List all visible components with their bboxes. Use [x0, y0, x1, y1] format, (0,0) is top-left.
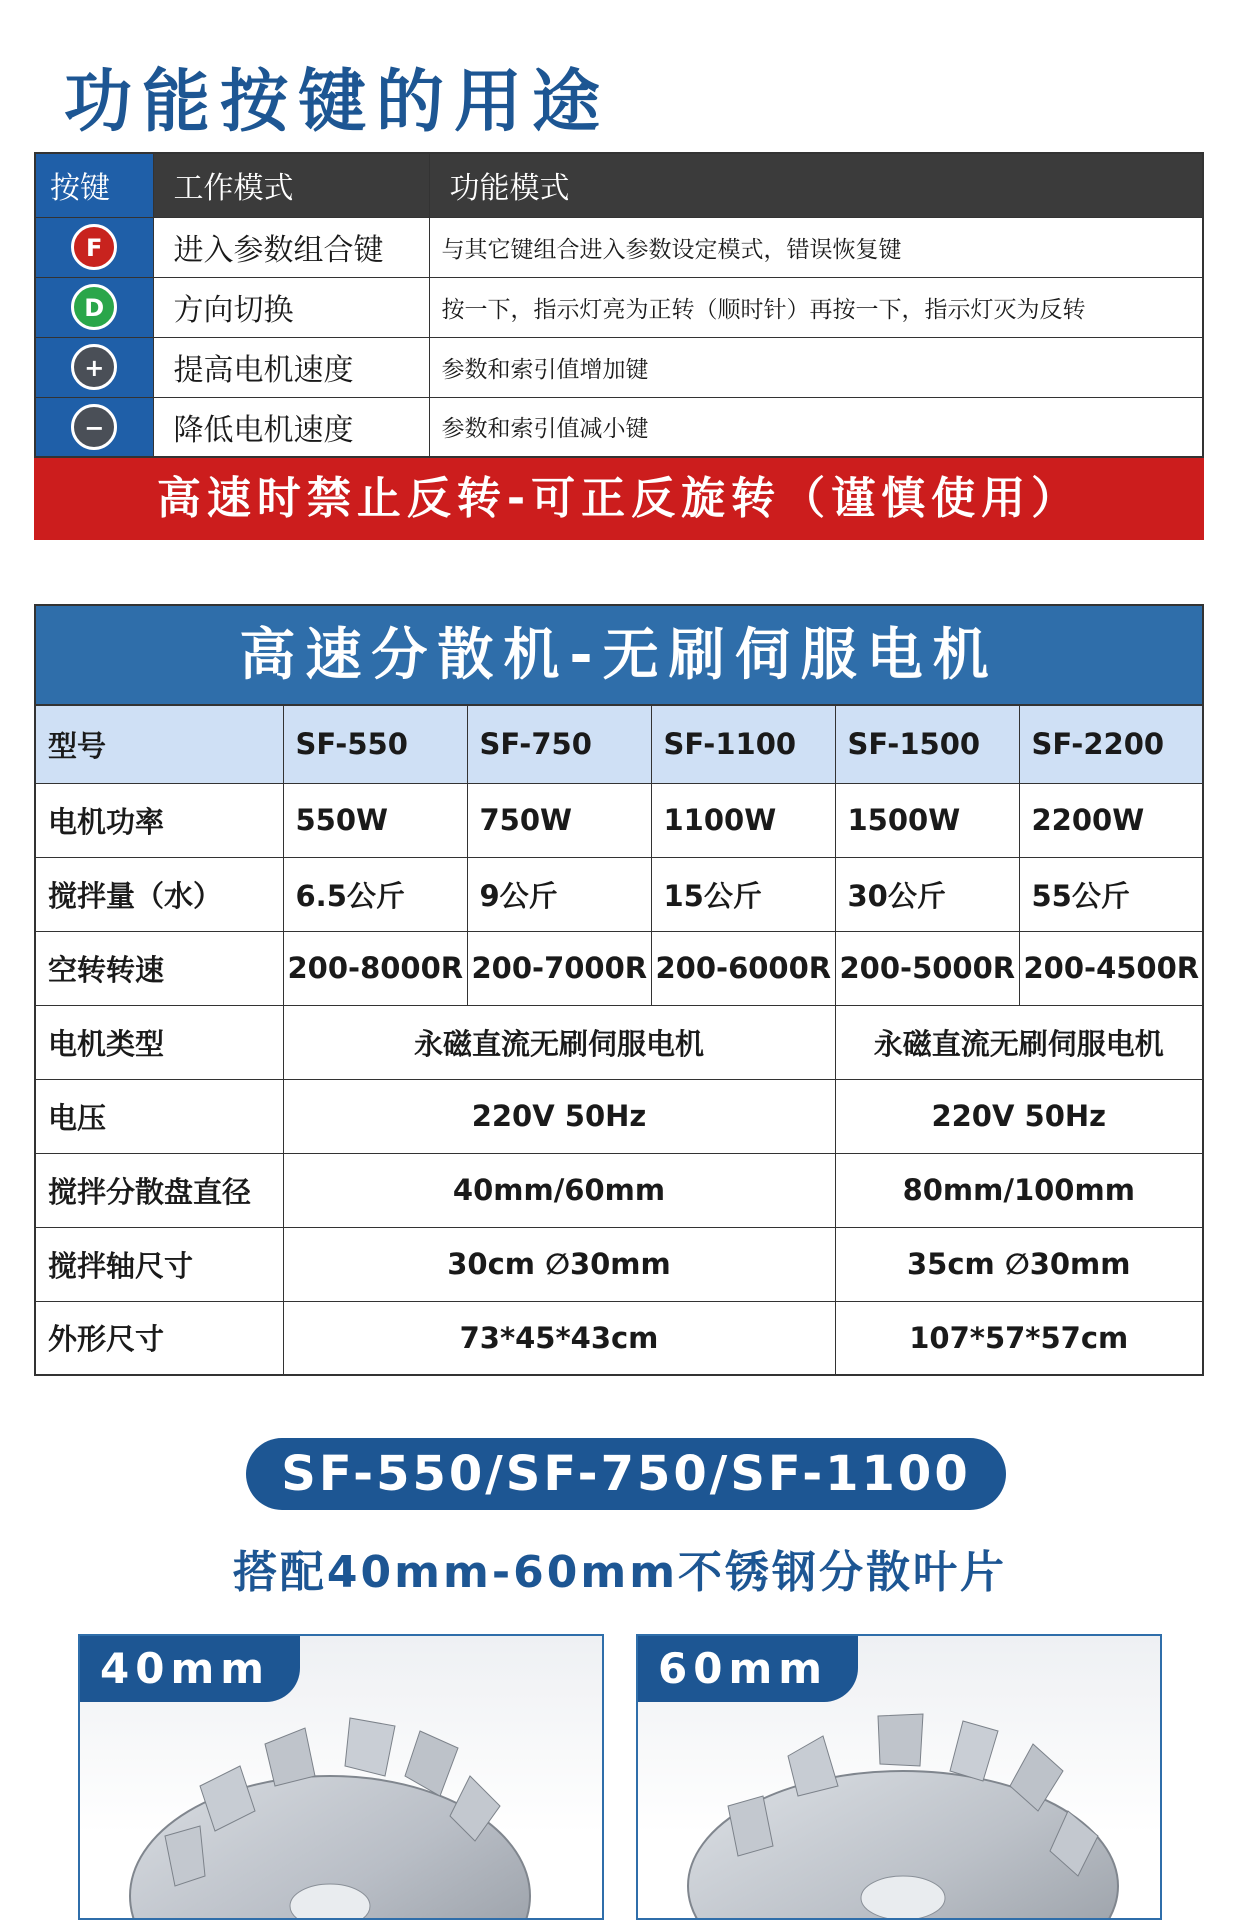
- spec-table-container: [34, 604, 1204, 1376]
- spec-row: [35, 931, 1203, 1005]
- header-function-mode: 功能模式: [429, 153, 1203, 217]
- key-mode-text: 降低电机速度: [153, 397, 429, 457]
- spec-cell: 200-6000R: [651, 931, 835, 1005]
- row-label: 空转转速: [35, 931, 283, 1005]
- spec-cell: 15公斤: [651, 857, 835, 931]
- key-function-table: [34, 152, 1204, 458]
- spec-cell: 2200W: [1019, 783, 1203, 857]
- spec-cell: 550W: [283, 783, 467, 857]
- key-function-text: 与其它键组合进入参数设定模式，错误恢复键: [429, 217, 1203, 277]
- spec-row: [35, 857, 1203, 931]
- spec-cell-merged: 永磁直流无刷伺服电机: [283, 1005, 835, 1079]
- header-key: 按键: [35, 153, 153, 217]
- row-label: 型号: [35, 705, 283, 783]
- spec-cell-merged: 73*45*43cm: [283, 1301, 835, 1375]
- key-row-d: [35, 277, 1203, 337]
- size-tag: 60mm: [638, 1636, 858, 1702]
- spec-cell-merged: 35cm ∅30mm: [835, 1227, 1203, 1301]
- row-label: 电机类型: [35, 1005, 283, 1079]
- row-label: 搅拌量（水）: [35, 857, 283, 931]
- key-function-text: 按一下，指示灯亮为正转（顺时针）再按一下，指示灯灭为反转: [429, 277, 1203, 337]
- spec-cell: 55公斤: [1019, 857, 1203, 931]
- key-table-header: [35, 153, 1203, 217]
- minus-key-icon: −: [71, 404, 117, 450]
- spec-cell-merged: 40mm/60mm: [283, 1153, 835, 1227]
- model-cell: SF-550: [283, 705, 467, 783]
- spec-cell: 6.5公斤: [283, 857, 467, 931]
- spec-cell: 9公斤: [467, 857, 651, 931]
- row-label: 电机功率: [35, 783, 283, 857]
- model-cell: SF-2200: [1019, 705, 1203, 783]
- spec-cell: 200-8000R: [283, 931, 467, 1005]
- spec-cell: 750W: [467, 783, 651, 857]
- spec-row: [35, 1227, 1203, 1301]
- blade-photo-40mm: [78, 1634, 604, 1920]
- blade-photo-60mm: [636, 1634, 1162, 1920]
- f-key-icon: F: [71, 224, 117, 270]
- spec-cell-merged: 80mm/100mm: [835, 1153, 1203, 1227]
- spec-cell-merged: 30cm ∅30mm: [283, 1227, 835, 1301]
- spec-cell: 30公斤: [835, 857, 1019, 931]
- header-work-mode: 工作模式: [153, 153, 429, 217]
- key-mode-text: 进入参数组合键: [153, 217, 429, 277]
- size-tag: 40mm: [80, 1636, 300, 1702]
- row-label: 电压: [35, 1079, 283, 1153]
- spec-table-title: 高速分散机-无刷伺服电机: [34, 604, 1204, 704]
- models-pill: SF-550/SF-750/SF-1100: [246, 1438, 1006, 1510]
- row-label: 搅拌分散盘直径: [35, 1153, 283, 1227]
- blade-subtitle: 搭配40mm-60mm不锈钢分散叶片: [232, 1547, 1008, 1598]
- spec-row: [35, 1079, 1203, 1153]
- spec-cell-merged: 永磁直流无刷伺服电机: [835, 1005, 1203, 1079]
- spec-cell: 200-7000R: [467, 931, 651, 1005]
- spec-row: [35, 1005, 1203, 1079]
- key-row-f: [35, 217, 1203, 277]
- model-cell: SF-1100: [651, 705, 835, 783]
- spec-table: [34, 704, 1204, 1376]
- key-function-text: 参数和索引值增加键: [429, 337, 1203, 397]
- warning-banner: 高速时禁止反转-可正反旋转（谨慎使用）: [34, 458, 1204, 540]
- key-row-minus: [35, 397, 1203, 457]
- spec-row: [35, 783, 1203, 857]
- page-title: 功能按键的用途: [64, 63, 611, 142]
- model-row: [35, 705, 1203, 783]
- spec-cell: 1100W: [651, 783, 835, 857]
- key-mode-text: 方向切换: [153, 277, 429, 337]
- model-cell: SF-750: [467, 705, 651, 783]
- spec-cell-merged: 220V 50Hz: [835, 1079, 1203, 1153]
- row-label: 外形尺寸: [35, 1301, 283, 1375]
- d-key-icon: D: [71, 284, 117, 330]
- spec-cell: 200-4500R: [1019, 931, 1203, 1005]
- spec-cell: 1500W: [835, 783, 1019, 857]
- spec-cell: 200-5000R: [835, 931, 1019, 1005]
- spec-cell-merged: 107*57*57cm: [835, 1301, 1203, 1375]
- model-cell: SF-1500: [835, 705, 1019, 783]
- spec-row: [35, 1153, 1203, 1227]
- row-label: 搅拌轴尺寸: [35, 1227, 283, 1301]
- key-mode-text: 提高电机速度: [153, 337, 429, 397]
- spec-row: [35, 1301, 1203, 1375]
- spec-cell-merged: 220V 50Hz: [283, 1079, 835, 1153]
- plus-key-icon: +: [71, 344, 117, 390]
- key-function-text: 参数和索引值减小键: [429, 397, 1203, 457]
- key-row-plus: [35, 337, 1203, 397]
